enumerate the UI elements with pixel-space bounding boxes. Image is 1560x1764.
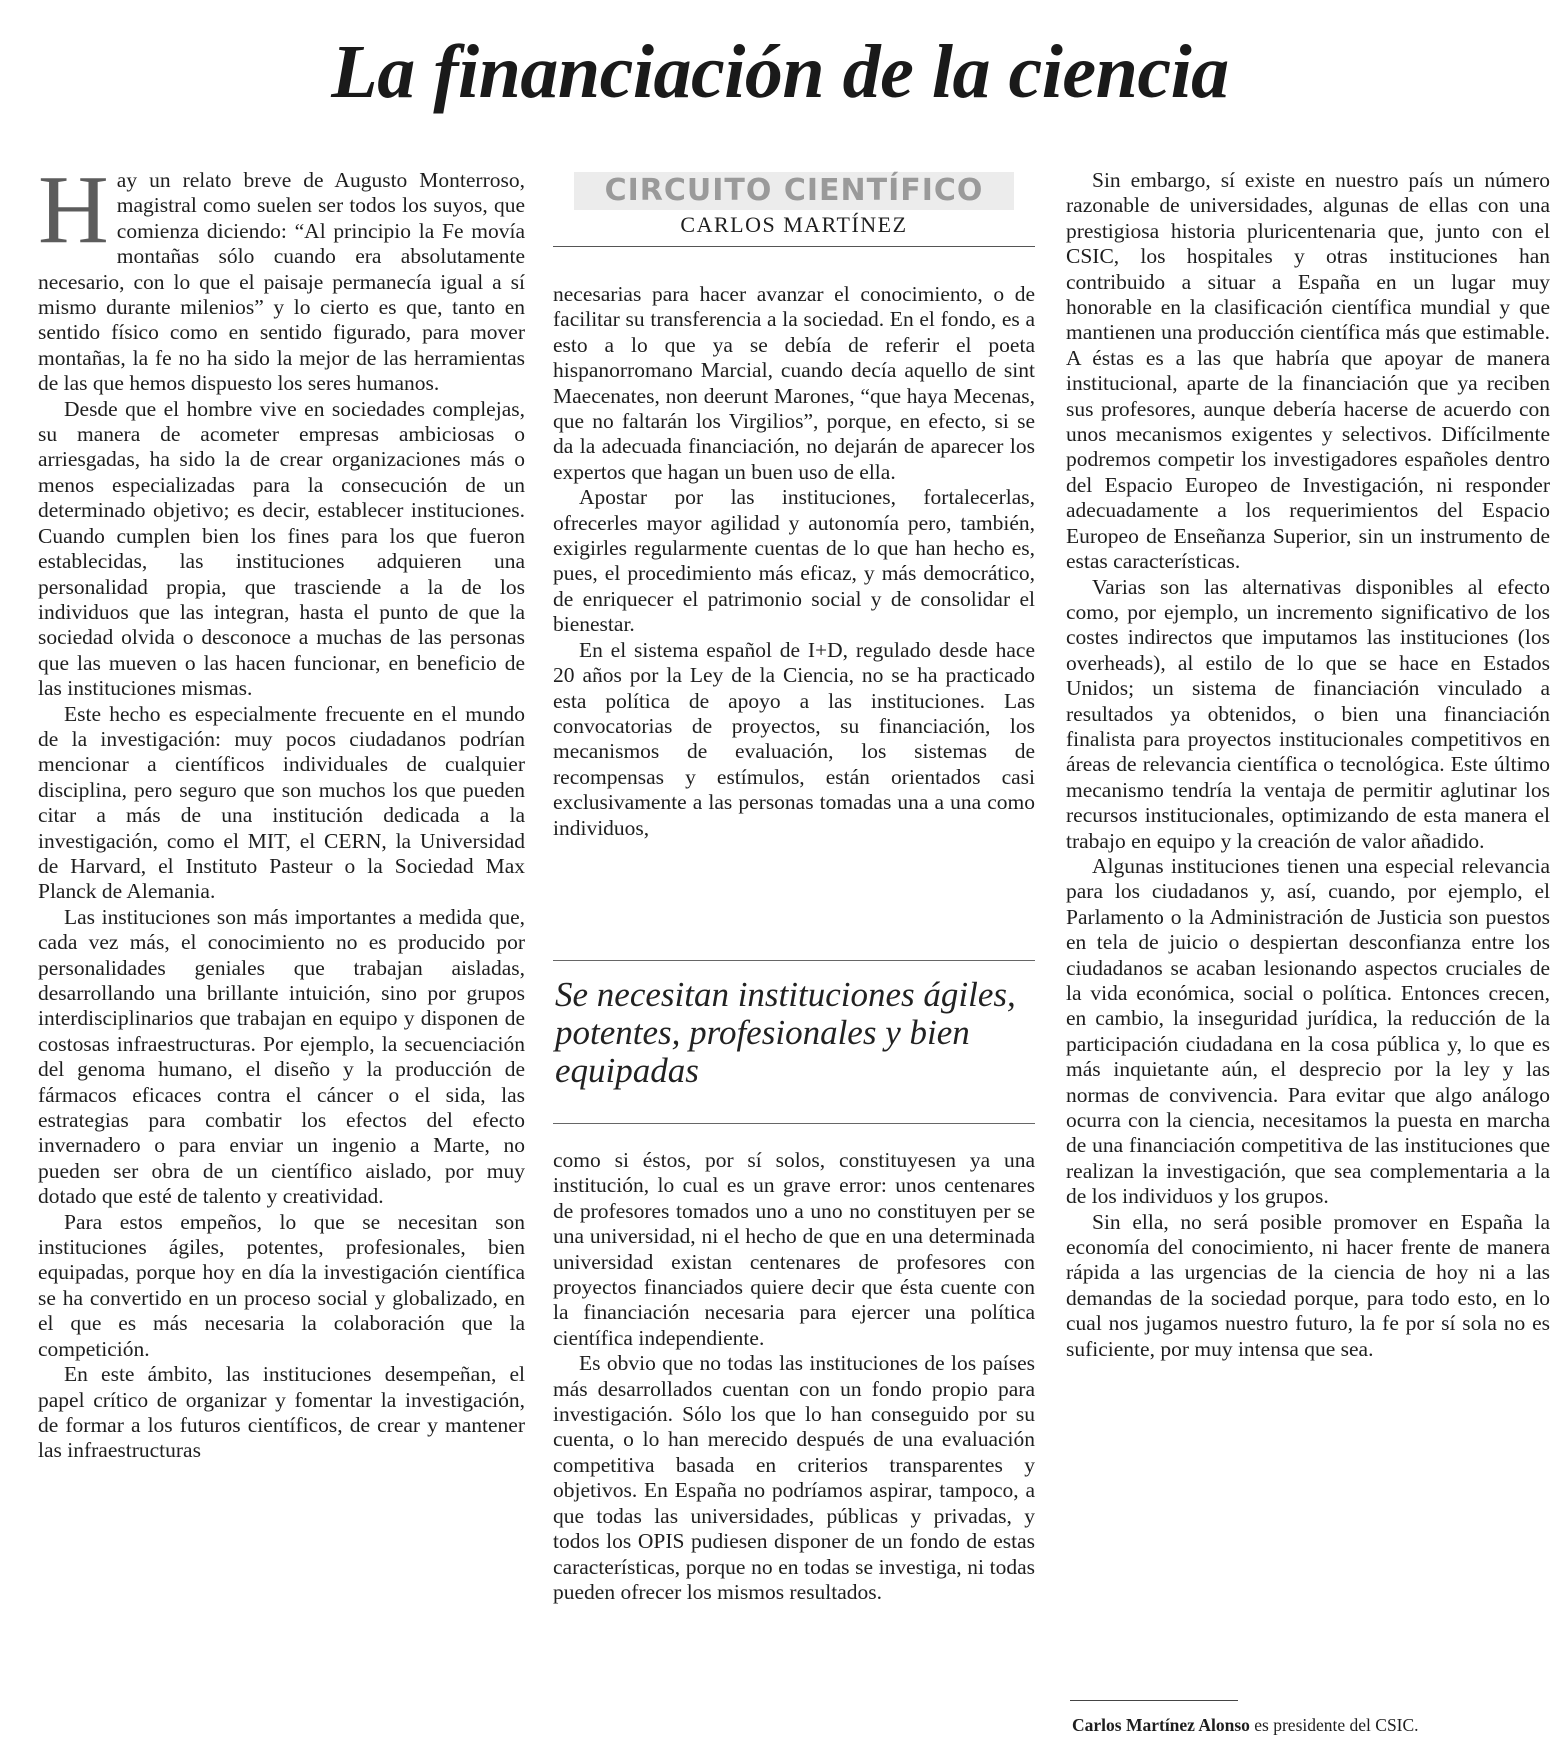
paragraph-11: Es obvio que no todas las instituciones de los países más desarrollados cuentan con un fondo propio para investigación. Sólo los que lo han conseguido por su cuenta, o lo han merecido después de una evaluación competitiva basada en criterios transparentes y objetivos. En España no podríamos aspirar, tampoco, a que todas las universidades, públicas y privadas, y todos los OPIS pudiesen disponer de un fondo de estas características, porque no en todas se investiga, ni todas pueden ofrecer los mismos resultados. xyxy=(553,1351,1035,1604)
paragraph-5: Para estos empeños, lo que se necesitan son instituciones ágiles, potentes, profesionales, bien equipadas, porque hoy en día la investigación científica se ha convertido en un proceso social y globalizado, en el que es más necesaria la colaboración que la competición. xyxy=(38,1209,525,1361)
article-column-2-bottom xyxy=(553,1148,1035,1605)
paragraph-4: Las instituciones son más importantes a medida que, cada vez más, el conocimiento no es producido por personalidades geniales que trabajan aisladas, desarrollando una brillante intuición, sino por grupos interdisciplinarios que trabajan en equipo y disponen de costosas infraestructuras. Por ejemplo, la secuenciación del genoma humano, el diseño y la producción de fármacos eficaces contra el cáncer o el sida, las estrategias para combatir los efectos del efecto invernadero o para enviar un ingenio a Marte, no pueden ser obra de un científico aislado, por muy dotado que esté de talento y creatividad. xyxy=(38,904,525,1209)
paragraph-13: Varias son las alternativas disponibles al efecto como, por ejemplo, un incremento significativo de los costes indirectos que imputamos las instituciones (los overheads), al estilo de lo que se hace en Estados Unidos; un sistema de financiación vinculado a resultados ya obtenidos, o bien una financiación finalista para proyectos institucionales competitivos en áreas de relevancia científica o tecnológica. Este último mecanismo tendría la ventaja de permitir aglutinar los recursos institucionales, optimizando de esta manera el trabajo en equipo y la creación de valor añadido. xyxy=(1066,574,1550,853)
paragraph-14: Algunas instituciones tienen una especial relevancia para los ciudadanos y, así, cuando, por ejemplo, el Parlamento o la Administración de Justicia son puestos en tela de juicio o despiertan desconfianza entre los ciudadanos se acaban lesionando aspectos cruciales de la vida económica, social o política. Entonces crecen, en cambio, la inseguridad jurídica, la reducción de la participación ciudadana en la cosa pública y, lo que es más inquietante aún, el desprecio por la ley y las normas de convivencia. Para evitar que algo análogo ocurra con la ciencia, necesitamos la puesta en marcha de una financiación competitiva de las instituciones que realizan la investigación, que sea complementaria a la de los individuos y los grupos. xyxy=(1066,853,1550,1209)
paragraph-1 xyxy=(38,156,525,397)
paragraph-8: Apostar por las instituciones, fortalecerlas, ofrecerles mayor agilidad y autonomía pero, también, exigirles regularmente cuentas de lo que han hecho es, pues, el procedimiento más eficaz, y más democrático, de enriquecer el patrimonio social y de consolidar el bienestar. xyxy=(553,485,1035,637)
section-header xyxy=(553,166,1035,247)
article-column-2-top xyxy=(553,282,1035,841)
paragraph-2: Desde que el hombre vive en sociedades complejas, su manera de acometer empresas ambiciosas o arriesgadas, ha sido la de crear organizaciones más o menos especializadas para la consecución de un determinado objetivo; es decir, establecer instituciones. Cuando cumplen bien los fines para los que fueron establecidas, las instituciones adquieren una personalidad propia, que trasciende a la de los individuos que las integran, hasta el punto de que la sociedad olvida o desconoce a muchas de las personas que las mueven o las hacen funcionar, en beneficio de las instituciones mismas. xyxy=(38,396,525,701)
drop-cap: H xyxy=(38,156,109,264)
paragraph-10: como si éstos, por sí solos, constituyesen ya una institución, lo cual es un grave error: unos centenares de profesores tomados uno a uno no constituyen per se una universidad, ni el hecho de que en una determinada universidad existan centenares de profesores con proyectos financiados quiere decir que ésta cuente con la financiación necesaria para ejercer una política científica independiente. xyxy=(553,1148,1035,1350)
pullquote-top-rule xyxy=(553,960,1035,961)
paragraph-text: ay un relato breve de Augusto Monterroso, magistral como suelen ser todos los suyos, que comienza diciendo: “Al principio la Fe movía montañas sólo cuando era absolutamente necesario, con lo que el paisaje permanecía igual a sí mismo durante milenios” y lo cierto es que, tanto en sentido físico como en sentido figurado, para mover montañas, la fe no ha sido la mejor de las herramientas de las que hemos dispuesto los seres humanos. xyxy=(38,168,525,396)
pullquote-bottom-rule xyxy=(553,1123,1035,1124)
article-column-1 xyxy=(38,156,525,1464)
paragraph-7: necesarias para hacer avanzar el conocimiento, o de facilitar su transferencia a la sociedad. En el fondo, es a esto a lo que ya se debía de referir el poeta hispanorromano Marcial, cuando decía aquello de sint Maecenates, non deerunt Marones, “que haya Mecenas, que no faltarán los Virgilios”, porque, en efecto, si se da la adecuada financiación, no dejarán de aparecer los expertos que hagan un buen uso de ella. xyxy=(553,282,1035,484)
byline-name: Carlos Martínez Alonso xyxy=(1072,1715,1250,1735)
paragraph-6: En este ámbito, las instituciones desempeñan, el papel crítico de organizar y fomentar la investigación, de formar a los futuros científicos, de crear y mantener las infraestructuras xyxy=(38,1362,525,1463)
paragraph-15: Sin ella, no será posible promover en España la economía del conocimiento, ni hacer frente de manera rápida a las urgencias de la ciencia de hoy ni a las demandas de la sociedad porque, para todo esto, en lo cual nos jugamos nuestro futuro, la fe por sí sola no es suficiente, por muy intensa que sea. xyxy=(1066,1209,1550,1361)
article-title: La financiación de la ciencia xyxy=(331,30,1229,114)
author-byline xyxy=(1072,1714,1419,1736)
section-author: CARLOS MARTÍNEZ xyxy=(680,212,908,237)
article-column-3 xyxy=(1066,168,1550,1362)
paragraph-3: Este hecho es especialmente frecuente en el mundo de la investigación: muy pocos ciudadanos podrían mencionar a científicos individuales de cualquier disciplina, pero seguro que son muchos los que pueden citar a más de una institución dedicada a la investigación, como el MIT, el CERN, la Universidad de Harvard, el Instituto Pasteur o la Sociedad Max Planck de Alemania. xyxy=(38,701,525,904)
paragraph-9: En el sistema español de I+D, regulado desde hace 20 años por la Ley de la Ciencia, no se ha practicado esta política de apoyo a las instituciones. Las convocatorias de proyectos, su financiación, los mecanismos de evaluación, los sistemas de recompensas y estímulos, están orientados casi exclusivamente a las personas tomadas una a una como individuos, xyxy=(553,637,1035,840)
paragraph-12: Sin embargo, sí existe en nuestro país un número razonable de universidades, algunas de ellas con una prestigiosa historia pluricentenaria que, junto con el CSIC, los hospitales y otras instituciones han contribuido a situar a España en un lugar muy honorable en la clasificación científica mundial y que mantienen una producción científica más que estimable. A éstas es a las que habría que apoyar de manera institucional, aparte de la financiación que ya reciben sus profesores, aunque debería hacerse de acuerdo con unos mecanismos exigentes y selectivos. Difícilmente podremos competir los investigadores españoles dentro del Espacio Europeo de Investigación, ni responder adecuadamente a los requerimientos del Espacio Europeo de Enseñanza Superior, sin un instrumento de estas características. xyxy=(1066,168,1550,574)
byline-role: es presidente del CSIC. xyxy=(1249,1715,1419,1735)
section-kicker: CIRCUITO CIENTÍFICO xyxy=(574,172,1014,210)
byline-rule xyxy=(1070,1700,1238,1701)
pullquote: Se necesitan instituciones ágiles, potentes, profesionales y bien equipadas xyxy=(555,975,1016,1090)
